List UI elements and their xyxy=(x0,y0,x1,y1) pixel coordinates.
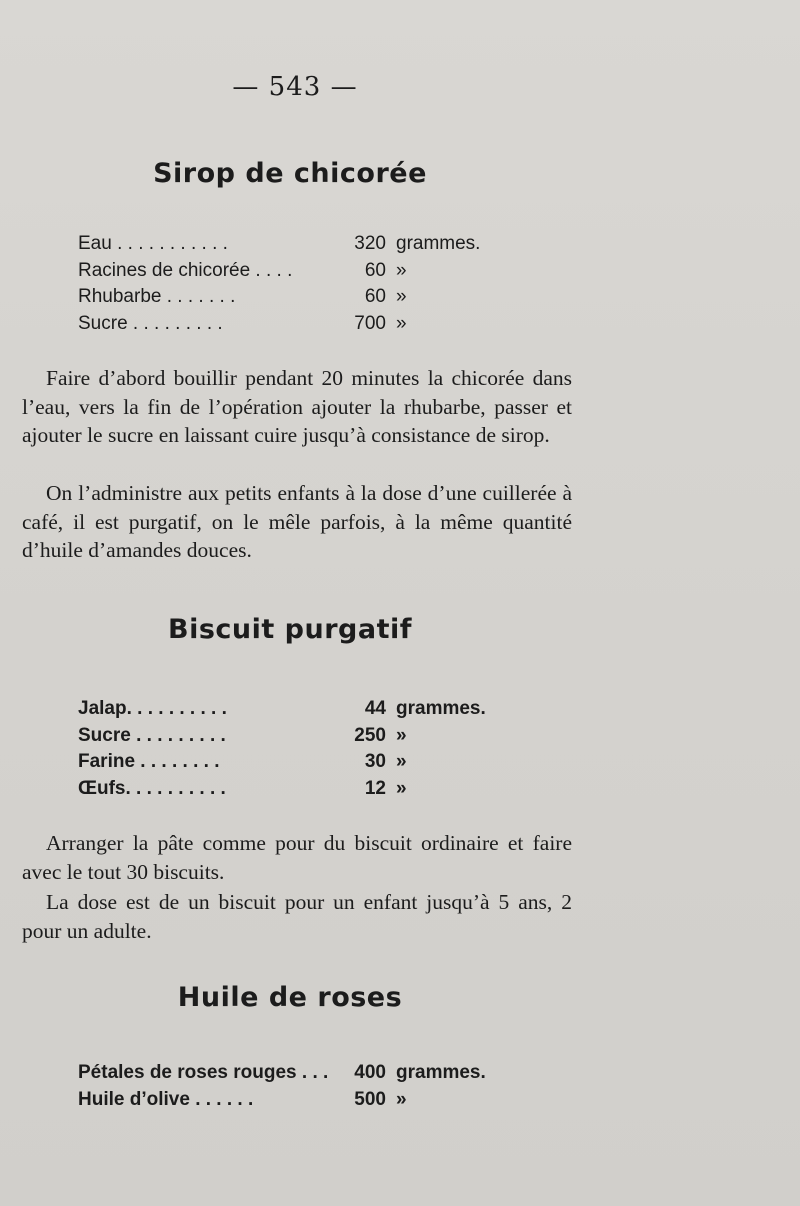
ingredient-unit: » xyxy=(396,724,407,746)
ingredient-table xyxy=(78,696,498,802)
ingredient-unit: » xyxy=(396,1088,407,1110)
ingredient-unit: » xyxy=(396,777,407,799)
ingredient-quantity: 250 xyxy=(354,724,386,746)
ingredient-quantity: 60 xyxy=(364,259,386,281)
ingredient-quantity: 700 xyxy=(354,312,386,334)
ingredient-row xyxy=(78,258,498,285)
page-number: — 543 — xyxy=(232,72,358,102)
ingredient-table xyxy=(78,1060,498,1113)
ingredient-unit: » xyxy=(396,259,407,281)
ingredient-unit: grammes. xyxy=(396,1062,486,1083)
ingredient-name: Œufs. . . . . . . . . . xyxy=(78,777,226,799)
ingredient-row xyxy=(78,696,498,723)
ingredient-quantity: 44 xyxy=(364,698,386,719)
ingredient-name: Pétales de roses rouges . . . xyxy=(78,1062,329,1083)
ingredient-name: Eau . . . . . . . . . . . xyxy=(78,233,228,254)
ingredient-name: Huile d’olive . . . . . . xyxy=(78,1088,254,1110)
ingredient-name: Farine . . . . . . . . xyxy=(78,751,220,772)
ingredient-quantity: 500 xyxy=(354,1088,386,1110)
section-title: Huile de roses xyxy=(177,982,403,1013)
ingredient-unit: grammes. xyxy=(396,698,486,719)
ingredient-unit: grammes. xyxy=(396,233,481,254)
ingredient-unit: » xyxy=(396,751,407,772)
ingredient-quantity: 12 xyxy=(364,777,386,799)
ingredient-quantity: 320 xyxy=(354,233,386,254)
ingredient-name: Racines de chicorée . . . . xyxy=(78,259,293,281)
ingredient-quantity: 30 xyxy=(364,751,386,772)
ingredient-name: Sucre . . . . . . . . . xyxy=(78,312,223,334)
instruction-paragraph: La dose est de un biscuit pour un enfant jusqu’à 5 ans, 2 pour un adulte. xyxy=(22,890,572,943)
ingredient-row xyxy=(78,723,498,750)
ingredient-quantity: 400 xyxy=(354,1062,386,1083)
section-title: Sirop de chicorée xyxy=(153,158,427,189)
ingredient-name: Jalap. . . . . . . . . . xyxy=(78,698,227,719)
ingredient-unit: » xyxy=(396,312,407,334)
ingredient-row xyxy=(78,284,498,311)
ingredient-row xyxy=(78,749,498,776)
ingredient-table xyxy=(78,231,498,337)
ingredient-row xyxy=(78,776,498,803)
ingredient-row xyxy=(78,1060,498,1087)
ingredient-quantity: 60 xyxy=(364,286,386,307)
instruction-paragraph: On l’administre aux petits enfants à la dose d’une cuillerée à café, il est purgatif, on le mêle parfois, à la même quantité d’huile d’amandes douces. xyxy=(22,481,572,562)
instruction-paragraph: Arranger la pâte comme pour du biscuit ordinaire et faire avec le tout 30 biscuits. xyxy=(22,831,572,884)
instruction-paragraph: Faire d’abord bouillir pendant 20 minutes la chicorée dans l’eau, vers la fin de l’opération ajouter la rhubarbe, passer et ajouter le sucre en laissant cuire jusqu’à consistance de sirop. xyxy=(22,366,572,447)
ingredient-name: Rhubarbe . . . . . . . xyxy=(78,286,236,307)
ingredient-row xyxy=(78,1087,498,1114)
section-title: Biscuit purgatif xyxy=(167,614,412,645)
ingredient-row xyxy=(78,311,498,338)
ingredient-unit: » xyxy=(396,286,407,307)
ingredient-name: Sucre . . . . . . . . . xyxy=(78,724,226,746)
ingredient-row xyxy=(78,231,498,258)
